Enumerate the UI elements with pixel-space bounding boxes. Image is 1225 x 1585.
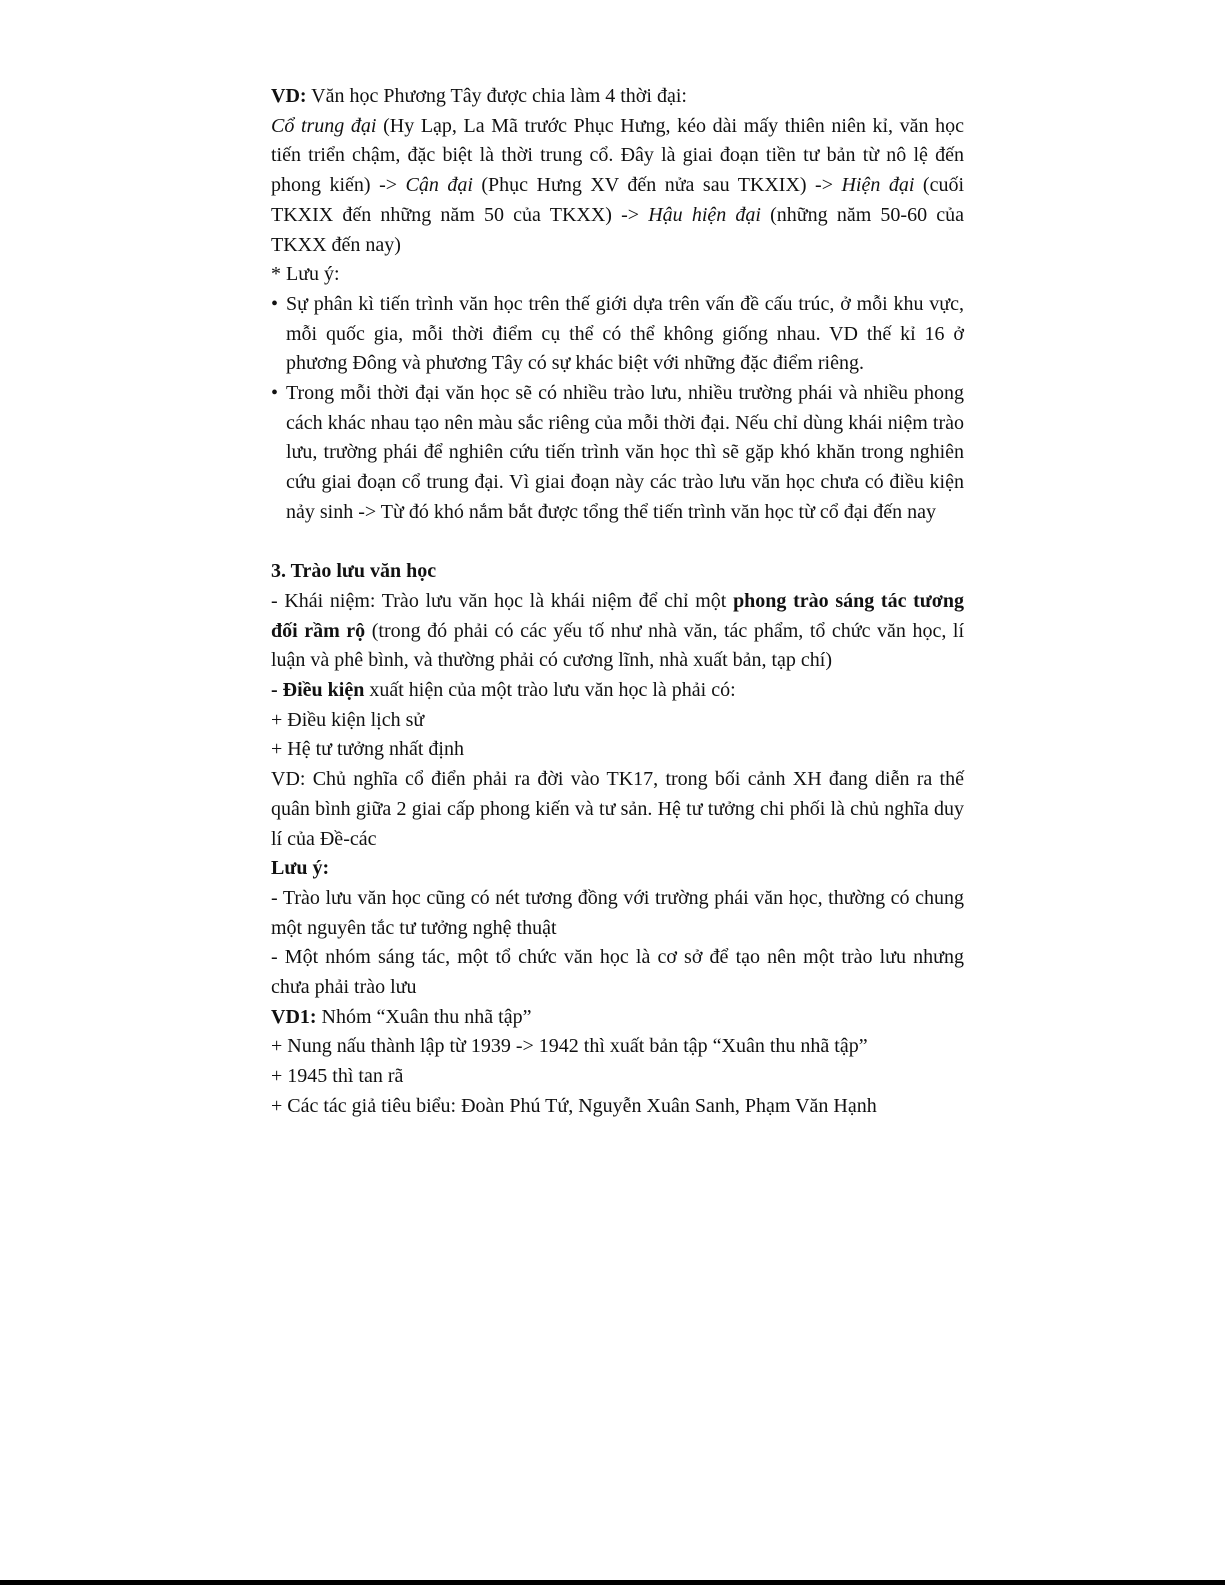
note-label: * Lưu ý:: [271, 263, 340, 286]
bullet-icon: •: [271, 292, 279, 315]
example-1-intro: VD1: Nhóm “Xuân thu nhã tập”: [271, 1005, 532, 1028]
condition-item: + Điều kiện lịch sử: [271, 708, 425, 731]
vd-label: VD:: [271, 85, 307, 107]
note-item: - Trào lưu văn học cũng có nét tương đồng với trường phái văn học, thường có chung một nguyên tắc tư tưởng nghệ thuật: [271, 886, 964, 939]
example-intro: VD: Văn học Phương Tây được chia làm 4 thời đại:: [271, 85, 687, 107]
example-classicism: VD: Chủ nghĩa cổ điển phải ra đời vào TK17, trong bối cảnh XH đang diễn ra thế quân bình giữa 2 giai cấp phong kiến và tư sản. Hệ tư tưởng chi phối là chủ nghĩa duy lí của Đề-các: [271, 768, 964, 850]
condition-item: + Hệ tư tưởng nhất định: [271, 738, 464, 761]
section-heading: 3. Trào lưu văn học: [271, 560, 437, 583]
conditions-intro: - Điều kiện xuất hiện của một trào lưu văn học là phải có:: [271, 679, 736, 702]
note-item: - Một nhóm sáng tác, một tổ chức văn học là cơ sở để tạo nên một trào lưu nhưng chưa phải trào lưu: [271, 946, 964, 999]
list-item: • Sự phân kì tiến trình văn học trên thế giới dựa trên vấn đề cấu trúc, ở mỗi khu vực, mỗi quốc gia, mỗi thời điểm cụ thể có thể không giống nhau. VD thế kỉ 16 ở phương Đông và phương Tây có sự khác biệt với những đặc điểm riêng.: [271, 290, 964, 379]
example-1-item: + Nung nấu thành lập từ 1939 -> 1942 thì xuất bản tập “Xuân thu nhã tập”: [271, 1035, 868, 1058]
example-1-item: + Các tác giả tiêu biểu: Đoàn Phú Tứ, Nguyễn Xuân Sanh, Phạm Văn Hạnh: [271, 1094, 877, 1117]
concept-definition: - Khái niệm: Trào lưu văn học là khái niệm để chỉ một phong trào sáng tác tương đối rầm rộ (trong đó phải có các yếu tố như nhà văn, tác phẩm, tổ chức văn học, lí luận và phê bình, và thường phải có cương lĩnh, nhà xuất bản, tạp chí): [271, 589, 965, 672]
bullet-icon: •: [271, 382, 279, 405]
era-name: Cổ trung đại: [271, 114, 377, 137]
era-name: Cận đại: [405, 174, 473, 197]
note-heading: Lưu ý:: [271, 857, 330, 880]
list-item: • Trong mỗi thời đại văn học sẽ có nhiều trào lưu, nhiều trường phái và nhiều phong cách khác nhau tạo nên màu sắc riêng của mỗi thời đại. Nếu chỉ dùng khái niệm trào lưu, trường phái để nghiên cứu tiến trình văn học thì sẽ gặp khó khăn trong nghiên cứu giai đoạn cổ trung đại. Vì giai đoạn này các trào lưu văn học chưa có điều kiện nảy sinh -> Từ đó khó nắm bắt được tổng thể tiến trình văn học từ cổ đại đến nay: [271, 379, 964, 528]
era-periodization: Cổ trung đại (Hy Lạp, La Mã trước Phục Hưng, kéo dài mấy thiên niên kỉ, văn học tiến triển chậm, đặc biệt là thời trung cổ. Đây là giai đoạn tiền tư bản từ nô lệ đến phong kiến) -> Cận đại (Phục Hưng XV đến nửa sau TKXIX) -> Hiện đại (cuối TKXIX đến những năm 50 của TKXX) -> Hậu hiện đại (những năm 50-60 của TKXX đến nay): [271, 114, 965, 256]
spacer: [271, 528, 964, 558]
page-bottom-border: [0, 1580, 1225, 1585]
era-name: Hậu hiện đại: [648, 203, 761, 226]
document-page: [271, 82, 964, 1122]
example-1-item: + 1945 thì tan rã: [271, 1065, 404, 1088]
era-name: Hiện đại: [841, 174, 915, 197]
